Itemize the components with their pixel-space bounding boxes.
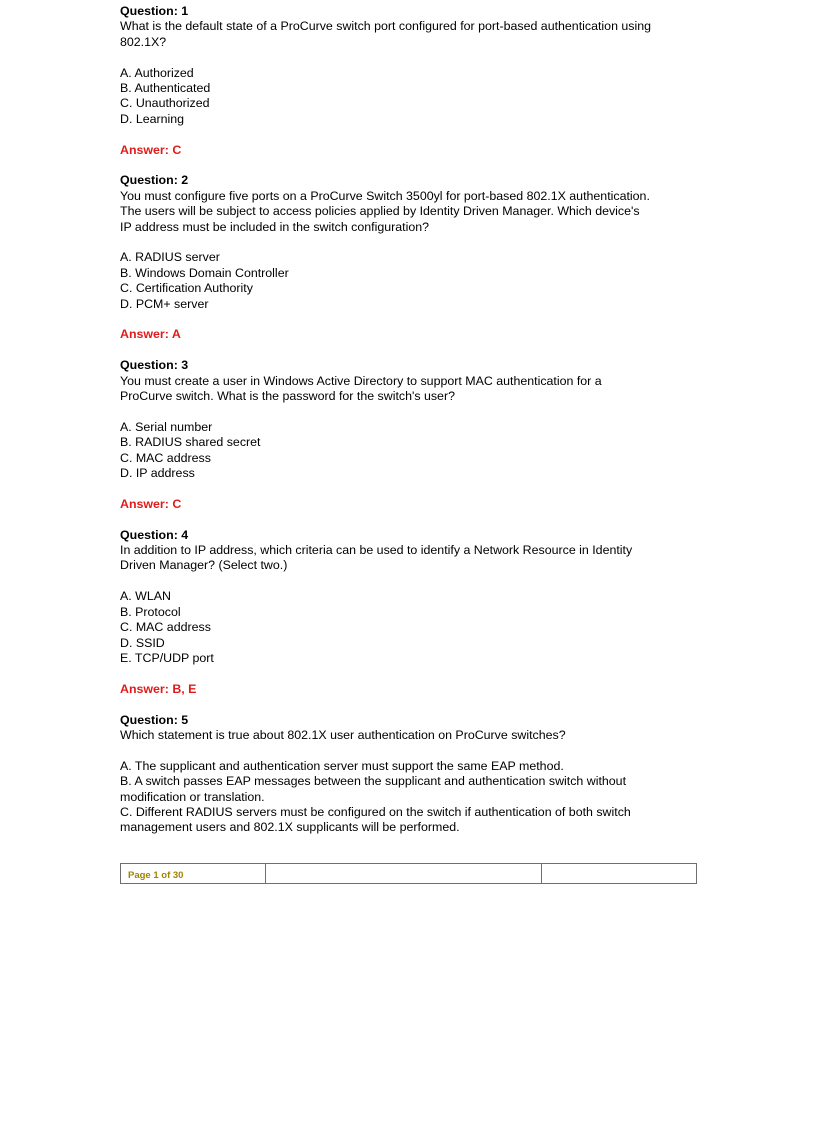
question-number: 4 — [181, 527, 189, 542]
answer-option-line: C. MAC address — [120, 450, 211, 465]
question-heading — [120, 358, 700, 373]
question-heading — [120, 173, 700, 188]
question-text-line: ProCurve switch. What is the password for the switch's user? — [120, 389, 455, 404]
answer-option — [120, 451, 700, 466]
answer-options — [120, 420, 700, 482]
answer-option-line: A. The supplicant and authentication server must support the same EAP method. — [120, 758, 564, 773]
answer-option — [120, 466, 700, 481]
question-block — [120, 4, 700, 158]
answer-option — [120, 266, 700, 281]
question-text-line: You must create a user in Windows Active Directory to support MAC authentication for a — [120, 373, 602, 388]
question-number: 3 — [181, 358, 189, 373]
answer-options — [120, 66, 700, 128]
answer-option-line: A. Authorized — [120, 65, 194, 80]
question-text-line: IP address must be included in the switch configuration? — [120, 219, 430, 234]
answer-value: C — [172, 496, 182, 511]
question-text — [120, 189, 700, 235]
answer-value: A — [171, 327, 181, 342]
question-text-line: The users will be subject to access policies applied by Identity Driven Manager. Which device's — [120, 204, 640, 219]
question-text — [120, 728, 700, 743]
footer-cell-page — [121, 864, 265, 883]
answer-option-line: B. Protocol — [120, 604, 181, 619]
answer-value: C — [172, 142, 182, 157]
question-label: Question: — [120, 527, 178, 542]
document-body — [120, 4, 700, 851]
answer-option — [120, 651, 700, 666]
answer-options — [120, 250, 700, 312]
answer-option-line: D. PCM+ server — [120, 296, 209, 311]
answer-label: Answer: — [120, 327, 169, 342]
answer-option — [120, 420, 700, 435]
answer-option — [120, 66, 700, 81]
question-block — [120, 528, 700, 697]
question-label: Question: — [120, 712, 178, 727]
question-number: 1 — [181, 4, 189, 18]
answer-option-line: B. RADIUS shared secret — [120, 435, 261, 450]
answer-option-line: D. SSID — [120, 635, 165, 650]
question-label: Question: — [120, 4, 178, 18]
answer-options — [120, 759, 700, 836]
answer-option-line: D. Learning — [120, 111, 185, 126]
question-text-line: You must configure five ports on a ProCurve Switch 3500yl for port-based 802.1X authentication. — [120, 188, 650, 203]
answer-option — [120, 112, 700, 127]
answer-option-line: A. WLAN — [120, 589, 171, 604]
question-number: 5 — [181, 712, 189, 727]
page-number: Page 1 of 30 — [128, 870, 184, 881]
question-text-line: In addition to IP address, which criteria can be used to identify a Network Resource in Identity — [120, 543, 633, 558]
answer-option — [120, 774, 700, 805]
question-label: Question: — [120, 173, 178, 188]
answer-option-line: A. Serial number — [120, 419, 213, 434]
answer-options — [120, 589, 700, 666]
answer-option-line: E. TCP/UDP port — [120, 650, 214, 665]
answer-option-line: C. Certification Authority — [120, 281, 253, 296]
answer-option — [120, 81, 700, 96]
question-number: 2 — [181, 173, 189, 188]
question-text-line: What is the default state of a ProCurve switch port configured for port-based authentication using — [120, 19, 652, 34]
question-block — [120, 713, 700, 836]
question-text — [120, 543, 700, 574]
answer-option — [120, 620, 700, 635]
question-heading — [120, 713, 700, 728]
answer-label: Answer: — [120, 681, 169, 696]
answer-label: Answer: — [120, 496, 169, 511]
question-heading — [120, 4, 700, 19]
answer-option — [120, 281, 700, 296]
question-heading — [120, 528, 700, 543]
answer-option — [120, 589, 700, 604]
footer-cell-right — [541, 864, 696, 883]
answer-line — [120, 497, 700, 512]
answer-option — [120, 250, 700, 265]
answer-label: Answer: — [120, 142, 169, 157]
answer-option-line: A. RADIUS server — [120, 250, 220, 265]
answer-line — [120, 327, 700, 342]
question-text-line: Which statement is true about 802.1X user authentication on ProCurve switches? — [120, 727, 566, 742]
answer-option-line: B. A switch passes EAP messages between the supplicant and authentication switch without — [120, 774, 627, 789]
answer-option — [120, 636, 700, 651]
footer-cell-middle — [265, 864, 541, 883]
answer-option-line: C. Different RADIUS servers must be configured on the switch if authentication of both switch — [120, 804, 631, 819]
question-text — [120, 19, 700, 50]
answer-option-line: B. Authenticated — [120, 81, 211, 96]
answer-option — [120, 805, 700, 836]
question-text — [120, 374, 700, 405]
question-text-line: 802.1X? — [120, 34, 167, 49]
answer-line — [120, 143, 700, 158]
answer-option-line: D. IP address — [120, 466, 195, 481]
answer-option-line: management users and 802.1X supplicants will be performed. — [120, 820, 460, 835]
answer-value: B, E — [172, 681, 197, 696]
question-block — [120, 358, 700, 512]
answer-option — [120, 605, 700, 620]
answer-option — [120, 96, 700, 111]
answer-option-line: B. Windows Domain Controller — [120, 265, 289, 280]
question-text-line: Driven Manager? (Select two.) — [120, 558, 288, 573]
answer-option — [120, 435, 700, 450]
answer-option-line: C. Unauthorized — [120, 96, 210, 111]
answer-option — [120, 297, 700, 312]
answer-option — [120, 759, 700, 774]
answer-line — [120, 682, 700, 697]
question-label: Question: — [120, 358, 178, 373]
answer-option-line: C. MAC address — [120, 620, 211, 635]
page-footer — [120, 863, 697, 884]
answer-option-line: modification or translation. — [120, 789, 265, 804]
question-block — [120, 173, 700, 342]
